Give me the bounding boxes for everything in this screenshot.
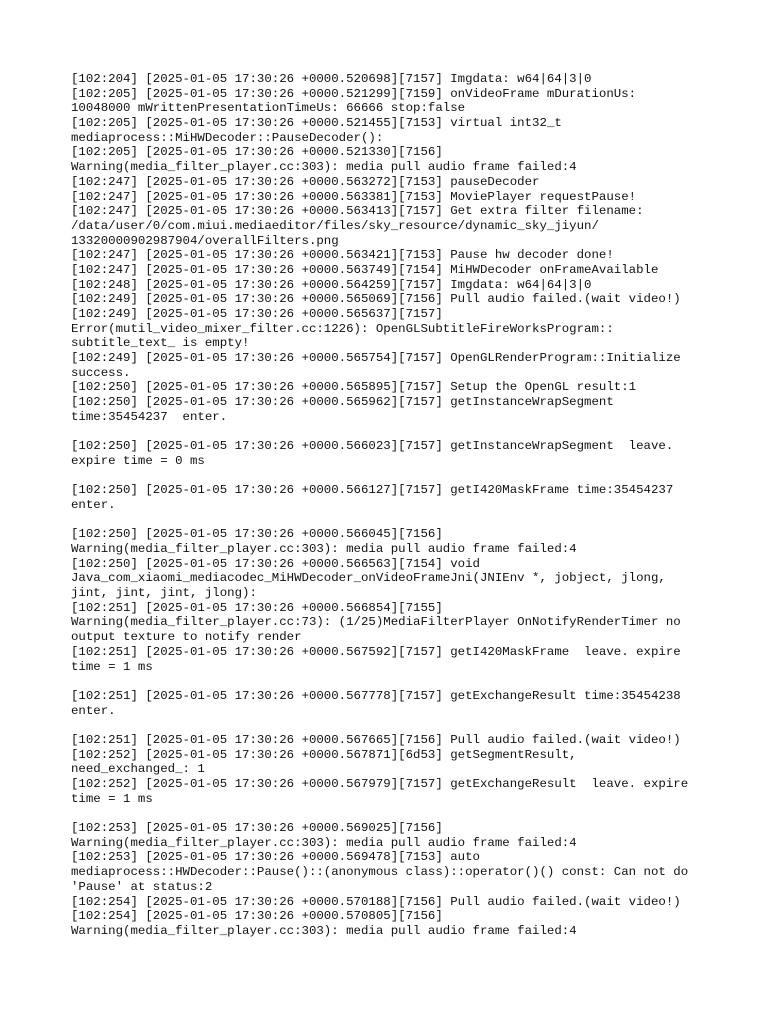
log-line: [102:253] [2025-01-05 17:30:26 +0000.569025][7156] xyxy=(71,821,443,836)
log-line: time = 1 ms xyxy=(71,791,153,806)
log-line: [102:247] [2025-01-05 17:30:26 +0000.563413][7157] Get extra filter filename: xyxy=(71,204,644,219)
log-line: [102:250] [2025-01-05 17:30:26 +0000.566045][7156] xyxy=(71,527,443,542)
log-line: [102:249] [2025-01-05 17:30:26 +0000.565069][7156] Pull audio failed.(wait video!) xyxy=(71,292,681,307)
log-line: [102:251] [2025-01-05 17:30:26 +0000.567665][7156] Pull audio failed.(wait video!) xyxy=(71,732,681,747)
log-line: [102:250] [2025-01-05 17:30:26 +0000.566127][7157] getI420MaskFrame time:35454237 xyxy=(71,483,674,498)
blank-line xyxy=(71,513,711,528)
log-line: [102:251] [2025-01-05 17:30:26 +0000.567778][7157] getExchangeResult time:35454238 xyxy=(71,688,681,703)
log-line: Warning(media_filter_player.cc:303): media pull audio frame failed:4 xyxy=(71,542,577,556)
log-line: subtitle_text_ is empty! xyxy=(71,336,250,351)
log-line: [102:205] [2025-01-05 17:30:26 +0000.521299][7159] onVideoFrame mDurationUs: xyxy=(71,86,637,101)
log-line: [102:204] [2025-01-05 17:30:26 +0000.520698][7157] Imgdata: w64|64|3|0 xyxy=(71,72,592,86)
log-line: enter. xyxy=(71,703,116,718)
blank-line xyxy=(71,425,711,440)
log-line: [102:248] [2025-01-05 17:30:26 +0000.564259][7157] Imgdata: w64|64|3|0 xyxy=(71,277,592,292)
log-line: expire time = 0 ms xyxy=(71,453,205,468)
log-line: [102:249] [2025-01-05 17:30:26 +0000.565754][7157] OpenGLRenderProgram::Initialize xyxy=(71,351,681,366)
log-line: /data/user/0/com.miui.mediaeditor/files/sky_resource/dynamic_sky_jiyun/ xyxy=(71,218,599,233)
log-line: 10048000 mWrittenPresentationTimeUs: 66666 stop:false xyxy=(71,101,466,116)
blank-line xyxy=(71,469,711,484)
log-line: 'Pause' at status:2 xyxy=(71,879,213,894)
log-line: [102:250] [2025-01-05 17:30:26 +0000.566563][7154] void xyxy=(71,556,480,571)
log-line: [102:247] [2025-01-05 17:30:26 +0000.563272][7153] pauseDecoder xyxy=(71,174,540,189)
log-line: time = 1 ms xyxy=(71,659,153,674)
log-line: [102:252] [2025-01-05 17:30:26 +0000.567871][6d53] getSegmentResult, xyxy=(71,747,577,762)
log-line: Warning(media_filter_player.cc:303): media pull audio frame failed:4 xyxy=(71,160,577,175)
log-line: [102:205] [2025-01-05 17:30:26 +0000.521330][7156] xyxy=(71,145,443,160)
log-line: enter. xyxy=(71,497,116,512)
log-line: [102:247] [2025-01-05 17:30:26 +0000.563381][7153] MoviePlayer requestPause! xyxy=(71,189,637,204)
log-line: time:35454237 enter. xyxy=(71,409,228,424)
log-line: [102:251] [2025-01-05 17:30:26 +0000.566854][7155] xyxy=(71,600,443,615)
log-line: [102:250] [2025-01-05 17:30:26 +0000.565962][7157] getInstanceWrapSegment xyxy=(71,395,614,410)
log-line: Warning(media_filter_player.cc:73): (1/25)MediaFilterPlayer OnNotifyRenderTimer no xyxy=(71,615,681,630)
log-line: mediaprocess::MiHWDecoder::PauseDecoder(): xyxy=(71,130,384,145)
log-line: Warning(media_filter_player.cc:303): media pull audio frame failed:4 xyxy=(71,835,577,850)
log-line: [102:254] [2025-01-05 17:30:26 +0000.570805][7156] xyxy=(71,909,443,924)
log-line: [102:253] [2025-01-05 17:30:26 +0000.569478][7153] auto xyxy=(71,850,480,865)
log-line: need_exchanged_: 1 xyxy=(71,762,205,777)
blank-line xyxy=(71,806,711,821)
log-line: output texture to notify render xyxy=(71,630,302,645)
log-line: mediaprocess::HWDecoder::Pause()::(anonymous class)::operator()() const: Can not do xyxy=(71,865,689,880)
log-line: [102:250] [2025-01-05 17:30:26 +0000.566023][7157] getInstanceWrapSegment leave. xyxy=(71,439,674,454)
log-line: Warning(media_filter_player.cc:303): media pull audio frame failed:4 xyxy=(71,923,577,938)
log-line: [102:251] [2025-01-05 17:30:26 +0000.567592][7157] getI420MaskFrame leave. expire xyxy=(71,644,681,659)
log-line: [102:205] [2025-01-05 17:30:26 +0000.521455][7153] virtual int32_t xyxy=(71,116,562,131)
log-line: [102:247] [2025-01-05 17:30:26 +0000.563421][7153] Pause hw decoder done! xyxy=(71,248,614,263)
log-line: [102:249] [2025-01-05 17:30:26 +0000.565637][7157] xyxy=(71,307,443,321)
log-line: success. xyxy=(71,365,131,380)
blank-line xyxy=(71,674,711,689)
log-line: [102:250] [2025-01-05 17:30:26 +0000.565895][7157] Setup the OpenGL result:1 xyxy=(71,380,637,395)
log-line: [102:247] [2025-01-05 17:30:26 +0000.563749][7154] MiHWDecoder onFrameAvailable xyxy=(71,262,659,277)
log-line: [102:254] [2025-01-05 17:30:26 +0000.570188][7156] Pull audio failed.(wait video!) xyxy=(71,894,681,909)
blank-line xyxy=(71,718,711,733)
log-line: Java_com_xiaomi_mediacodec_MiHWDecoder_onVideoFrameJni(JNIEnv *, jobject, jlong, xyxy=(71,571,666,586)
log-line: 13320000902987904/overallFilters.png xyxy=(71,233,339,248)
log-line: [102:252] [2025-01-05 17:30:26 +0000.567979][7157] getExchangeResult leave. expire xyxy=(71,777,689,791)
log-line: jint, jint, jint, jlong): xyxy=(71,586,257,601)
log-line: Error(mutil_video_mixer_filter.cc:1226): OpenGLSubtitleFireWorksProgram:: xyxy=(71,321,614,336)
log-document xyxy=(71,72,711,939)
